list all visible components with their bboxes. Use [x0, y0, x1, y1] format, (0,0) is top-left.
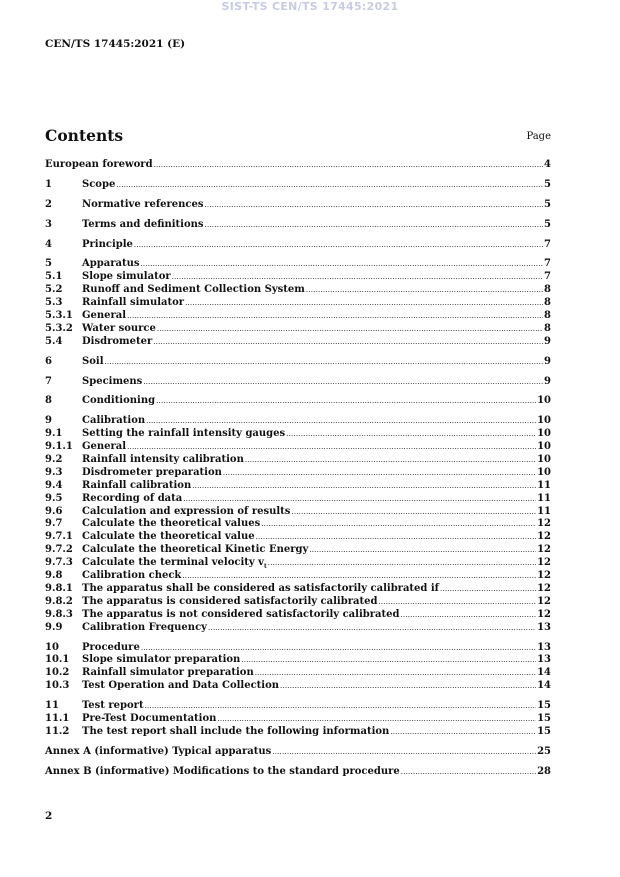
- toc-entry-page: 10: [537, 441, 551, 453]
- toc-entry-number: 10.1: [45, 654, 70, 666]
- toc-entry-page: 28: [537, 765, 551, 777]
- toc-entry-page: 12: [537, 570, 551, 582]
- toc-entry-title: Test report: [82, 700, 144, 712]
- toc-entry-number: 9.1.1: [45, 441, 73, 453]
- toc-entry-number: 9.7.2: [45, 544, 73, 556]
- toc-entry[interactable]: [45, 323, 551, 336]
- toc-entry-number: 10.2: [45, 667, 70, 679]
- toc-entry-title: The apparatus is considered satisfactorily calibrated: [82, 595, 378, 607]
- toc-entry[interactable]: [45, 667, 551, 680]
- dot-leader: [153, 336, 543, 348]
- toc-entry[interactable]: [45, 219, 551, 232]
- toc-entry[interactable]: [45, 493, 551, 506]
- toc-entry-number: 5.3.1: [45, 310, 73, 322]
- toc-entry-number: 5.4: [45, 335, 63, 347]
- toc-entry-title: Disdrometer preparation: [82, 466, 222, 478]
- toc-entry-number: 9.9: [45, 621, 63, 633]
- toc-entry[interactable]: [45, 395, 551, 408]
- dot-leader: [223, 467, 536, 479]
- toc-entry-page: 25: [537, 745, 551, 757]
- toc-entry-subscript: t: [263, 563, 267, 571]
- toc-entry-page: 13: [537, 654, 551, 666]
- dot-leader: [286, 428, 536, 440]
- toc-entry-page: 12: [537, 544, 551, 556]
- toc-entry[interactable]: [45, 570, 551, 583]
- toc-entry[interactable]: [45, 726, 551, 739]
- toc-entry[interactable]: [45, 310, 551, 323]
- toc-entry-title: Soil: [82, 355, 104, 367]
- toc-entry[interactable]: [45, 622, 551, 635]
- toc-entry-page: 10: [537, 395, 551, 407]
- toc-entry[interactable]: [45, 583, 551, 596]
- toc-entry[interactable]: [45, 654, 551, 667]
- toc-entry-number: 7: [45, 375, 52, 387]
- toc-entry[interactable]: [45, 609, 551, 622]
- toc-entry-page: 8: [544, 284, 551, 296]
- toc-entry[interactable]: [45, 271, 551, 284]
- dot-leader: [217, 713, 536, 725]
- toc-entry-number: 10: [45, 641, 59, 653]
- toc-entry-number: 9.4: [45, 479, 63, 491]
- toc-entry-title: Water source: [82, 322, 156, 334]
- toc-entry-number: 5.2: [45, 284, 63, 296]
- dot-leader: [378, 596, 536, 608]
- toc-entry[interactable]: [45, 199, 551, 212]
- toc-entry-number: 5.1: [45, 271, 63, 283]
- dot-leader: [127, 310, 543, 322]
- dot-leader: [157, 323, 543, 335]
- toc-entry[interactable]: [45, 544, 551, 557]
- dot-leader: [400, 609, 536, 621]
- dot-leader: [127, 441, 536, 453]
- toc-entry-title: Terms and definitions: [82, 218, 204, 230]
- toc-entry-title: Runoff and Sediment Collection System: [82, 284, 305, 296]
- toc-entry-page: 12: [537, 531, 551, 543]
- toc-entry-number: 4: [45, 238, 52, 250]
- page-number: 2: [45, 810, 53, 822]
- toc-entry-page: 12: [537, 595, 551, 607]
- toc-entry[interactable]: [45, 766, 551, 779]
- toc-entry-page: 11: [537, 505, 551, 517]
- toc-entry-title: Disdrometer: [82, 335, 153, 347]
- toc-entry[interactable]: [45, 642, 551, 655]
- toc-entry[interactable]: [45, 700, 551, 713]
- toc-entry[interactable]: [45, 428, 551, 441]
- toc-entry[interactable]: [45, 746, 551, 759]
- dot-leader: [309, 544, 536, 556]
- toc-entry-title: General: [82, 310, 127, 322]
- toc-entry-number: 9.8.2: [45, 595, 73, 607]
- toc-entry-title: Rainfall simulator preparation: [82, 667, 254, 679]
- toc-entry[interactable]: [45, 159, 551, 172]
- toc-entry-number: 10.3: [45, 680, 70, 692]
- dot-leader: [306, 284, 543, 296]
- toc-entry-title: Conditioning: [82, 395, 156, 407]
- toc-entry-page: 13: [537, 641, 551, 653]
- dot-leader: [105, 356, 544, 368]
- toc-entry-number: 9.5: [45, 492, 63, 504]
- toc-entry[interactable]: [45, 531, 551, 544]
- toc-entry-title: Principle: [82, 238, 133, 250]
- toc-entry-number: 11: [45, 700, 59, 712]
- toc-entry-number: 9.7: [45, 518, 63, 530]
- toc-entry[interactable]: [45, 179, 551, 192]
- toc-entry-number: 9.8.3: [45, 608, 73, 620]
- toc-entry-title: Annex B (informative) Modifications to the standard procedure: [45, 765, 400, 777]
- page-column-label: Page: [526, 131, 551, 142]
- toc-entry-title: Specimens: [82, 375, 143, 387]
- toc-entry-number: 11.2: [45, 725, 70, 737]
- toc-entry[interactable]: [45, 454, 551, 467]
- toc-entry-number: 5.3.2: [45, 322, 73, 334]
- toc-entry-number: 5.3: [45, 297, 63, 309]
- toc-entry-page: 8: [544, 322, 551, 334]
- toc-entry-title: Rainfall intensity calibration: [82, 454, 244, 466]
- toc-entry-page: 5: [544, 198, 551, 210]
- dot-leader: [141, 642, 536, 654]
- toc-entry-title: Calibration check: [82, 570, 182, 582]
- dot-leader: [134, 239, 543, 251]
- toc-entry-page: 12: [537, 557, 551, 569]
- toc-entry-page: 5: [544, 218, 551, 230]
- toc-entry-page: 12: [537, 608, 551, 620]
- dot-leader: [146, 415, 536, 427]
- toc-entry-title: Test Operation and Data Collection: [82, 680, 280, 692]
- toc-entry[interactable]: [45, 258, 551, 271]
- toc-entry-number: 9.7.3: [45, 557, 73, 569]
- dot-leader: [192, 480, 536, 492]
- toc-entry-title: Calculation and expression of results: [82, 505, 291, 517]
- dot-leader: [182, 570, 536, 582]
- toc-entry-number: 6: [45, 355, 52, 367]
- toc-entry-title: The test report shall include the following information: [82, 725, 390, 737]
- dot-leader: [256, 531, 536, 543]
- toc-entry-title: Slope simulator preparation: [82, 654, 241, 666]
- toc-entry-title: Pre-Test Documentation: [82, 712, 217, 724]
- toc-entry-title: Calculate the theoretical Kinetic Energy: [82, 544, 309, 556]
- dot-leader: [291, 506, 536, 518]
- toc-entry[interactable]: [45, 284, 551, 297]
- toc-entry-title: Apparatus: [82, 258, 140, 270]
- toc-entry-page: 10: [537, 454, 551, 466]
- dot-leader: [241, 654, 536, 666]
- toc-entry-page: 11: [537, 479, 551, 491]
- toc-entry-page: 15: [537, 700, 551, 712]
- toc-entry[interactable]: [45, 356, 551, 369]
- toc-entry-title: General: [82, 441, 127, 453]
- dot-leader: [255, 667, 536, 679]
- toc-entry-number: 9.7.1: [45, 531, 73, 543]
- toc-entry-page: 14: [537, 667, 551, 679]
- toc-entry-page: 7: [544, 238, 551, 250]
- toc-entry-title: Calculate the theoretical values: [82, 518, 261, 530]
- dot-leader: [401, 766, 536, 778]
- toc-entry-number: 1: [45, 178, 52, 190]
- toc-entry-number: 9.8: [45, 570, 63, 582]
- toc-entry[interactable]: [45, 441, 551, 454]
- toc-entry-page: 8: [544, 310, 551, 322]
- dot-leader: [172, 271, 543, 283]
- toc-entry-title: Rainfall simulator: [82, 297, 185, 309]
- toc-entry-title: Annex A (informative) Typical apparatus: [45, 745, 272, 757]
- dot-leader: [245, 454, 536, 466]
- dot-leader: [208, 622, 536, 634]
- toc-entry-page: 10: [537, 428, 551, 440]
- toc-entry-number: 9.1: [45, 428, 63, 440]
- toc-entry[interactable]: [45, 480, 551, 493]
- dot-leader: [440, 583, 536, 595]
- toc-entry[interactable]: [45, 557, 551, 570]
- dot-leader: [156, 395, 536, 407]
- dot-leader: [261, 518, 536, 530]
- toc-entry-page: 9: [544, 375, 551, 387]
- toc-entry-title: The apparatus is not considered satisfactorily calibrated: [82, 608, 400, 620]
- toc-entry-number: 9.3: [45, 466, 63, 478]
- dot-leader: [390, 726, 536, 738]
- dot-leader: [116, 179, 543, 191]
- dot-leader: [143, 376, 543, 388]
- dot-leader: [280, 680, 536, 692]
- dot-leader: [185, 297, 543, 309]
- toc-entry[interactable]: [45, 415, 551, 428]
- toc-entry-page: 12: [537, 518, 551, 530]
- dot-leader: [268, 557, 536, 569]
- toc-entry-title: Slope simulator: [82, 271, 171, 283]
- toc-entry-page: 5: [544, 178, 551, 190]
- toc-entry[interactable]: [45, 376, 551, 389]
- toc-entry-number: 11.1: [45, 712, 70, 724]
- toc-entry-title: Normative references: [82, 198, 204, 210]
- toc-entry-page: 10: [537, 466, 551, 478]
- toc-entry-title: Calibration: [82, 415, 146, 427]
- dot-leader: [183, 493, 536, 505]
- toc-entry-page: 9: [544, 335, 551, 347]
- toc-entry[interactable]: [45, 518, 551, 531]
- toc-entry[interactable]: [45, 596, 551, 609]
- toc-entry-title: Setting the rainfall intensity gauges: [82, 428, 286, 440]
- toc-entry-page: 14: [537, 680, 551, 692]
- toc-entry-number: 3: [45, 218, 52, 230]
- toc-entry-page: 7: [544, 258, 551, 270]
- toc-entry-title: Calculate the terminal velocity $v_t$: [82, 557, 267, 571]
- toc-entry[interactable]: [45, 680, 551, 693]
- dot-leader: [205, 219, 544, 231]
- dot-leader: [154, 159, 543, 171]
- toc-entry-title: European foreword: [45, 159, 153, 170]
- toc-entry-page: 10: [537, 415, 551, 427]
- watermark: SIST-TS CEN/TS 17445:2021: [221, 0, 399, 13]
- toc-entry-title: Calculate the theoretical value: [82, 531, 255, 543]
- contents-heading: Contents: [45, 126, 124, 145]
- toc-entry-page: 12: [537, 582, 551, 594]
- table-of-contents: [45, 159, 551, 779]
- toc-entry-number: 5: [45, 258, 52, 270]
- toc-entry[interactable]: [45, 336, 551, 349]
- toc-entry-page: 15: [537, 712, 551, 724]
- toc-entry-page: 9: [544, 355, 551, 367]
- dot-leader: [272, 746, 536, 758]
- toc-entry[interactable]: [45, 713, 551, 726]
- toc-entry-page: 8: [544, 297, 551, 309]
- toc-entry-number: 9.8.1: [45, 582, 73, 594]
- toc-entry-page: 13: [537, 621, 551, 633]
- toc-entry-page: 7: [544, 271, 551, 283]
- dot-leader: [141, 258, 544, 270]
- toc-entry-number: 9: [45, 415, 52, 427]
- toc-entry-page: 4: [544, 159, 551, 170]
- toc-entry-title: Procedure: [82, 641, 140, 653]
- document-id: CEN/TS 17445:2021 (E): [45, 38, 186, 50]
- toc-entry[interactable]: [45, 297, 551, 310]
- toc-entry-title: The apparatus shall be considered as satisfactorily calibrated if: [82, 582, 439, 594]
- dot-leader: [205, 199, 544, 211]
- toc-entry[interactable]: [45, 506, 551, 519]
- toc-entry-title: Calibration Frequency: [82, 621, 207, 633]
- toc-entry-title: Rainfall calibration: [82, 479, 192, 491]
- toc-entry-title: Recording of data: [82, 492, 183, 504]
- toc-entry-title: Scope: [82, 178, 116, 190]
- toc-entry-number: 2: [45, 198, 52, 210]
- toc-entry-number: 9.2: [45, 454, 63, 466]
- dot-leader: [145, 700, 537, 712]
- toc-entry-number: 8: [45, 395, 52, 407]
- toc-entry-number: 9.6: [45, 505, 63, 517]
- toc-entry[interactable]: [45, 467, 551, 480]
- toc-entry-page: 11: [537, 492, 551, 504]
- toc-entry[interactable]: [45, 239, 551, 252]
- toc-entry-page: 15: [537, 725, 551, 737]
